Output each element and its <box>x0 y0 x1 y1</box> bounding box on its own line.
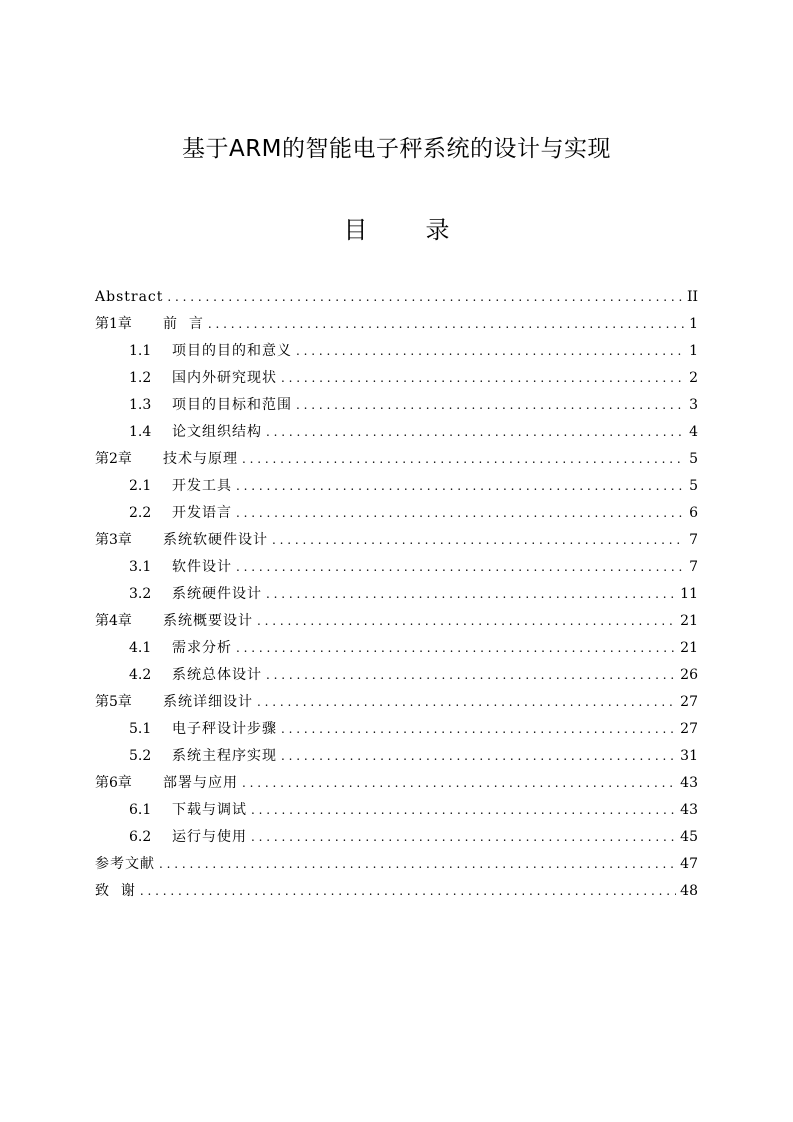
toc-entry-number: 2.1 <box>129 478 152 494</box>
toc-entry[interactable] <box>95 824 698 851</box>
toc-dot-leader <box>242 446 685 473</box>
toc-dot-leader <box>251 797 676 824</box>
toc-dot-leader <box>257 689 676 716</box>
toc-entry[interactable] <box>95 419 698 446</box>
toc-entry-label: 系统总体设计 <box>172 667 262 683</box>
toc-entry-page: 1 <box>689 343 698 359</box>
toc-dot-leader <box>281 743 676 770</box>
toc-entry-page: 7 <box>689 559 698 575</box>
toc-entry-label: 项目的目的和意义 <box>172 343 292 359</box>
toc-entry[interactable] <box>95 311 698 338</box>
toc-entry-label: 项目的目标和范围 <box>172 397 292 413</box>
toc-dot-leader <box>167 284 683 311</box>
document-title: 基于ARM的智能电子秤系统的设计与实现 <box>181 136 612 162</box>
toc-entry-label: 软件设计 <box>172 559 232 575</box>
toc-entry-label: 运行与使用 <box>172 829 247 845</box>
toc-dot-leader <box>266 419 685 446</box>
toc-entry-label: 参考文献 <box>95 856 155 872</box>
toc-entry[interactable] <box>95 770 698 797</box>
toc-entry[interactable] <box>95 635 698 662</box>
toc-entry-label: 部署与应用 <box>163 775 238 791</box>
toc-entry-number: 4.2 <box>129 667 152 683</box>
toc-dot-leader <box>208 311 685 338</box>
toc-entry-label: 致 谢 <box>95 883 136 899</box>
toc-entry[interactable] <box>95 743 698 770</box>
toc-entry-number: 第2章 <box>95 451 132 467</box>
toc-entry-page: 7 <box>689 532 698 548</box>
toc-entry-page: 21 <box>680 640 698 656</box>
toc-entry[interactable] <box>95 338 698 365</box>
toc-entry-label: 论文组织结构 <box>172 424 262 440</box>
toc-entry[interactable] <box>95 554 698 581</box>
toc-entry-page: 6 <box>689 505 698 521</box>
toc-dot-leader <box>236 500 685 527</box>
toc-entry-label: 开发语言 <box>172 505 232 521</box>
toc-dot-leader <box>236 554 685 581</box>
toc-entry-number: 第1章 <box>95 316 132 332</box>
toc-entry-page: 47 <box>680 856 698 872</box>
toc-entry-page: 1 <box>689 316 698 332</box>
toc-entry[interactable] <box>95 581 698 608</box>
toc-dot-leader <box>236 473 685 500</box>
toc-entry-number: 4.1 <box>129 640 152 656</box>
toc-dot-leader <box>236 635 676 662</box>
toc-entry-number: 1.1 <box>129 343 152 359</box>
toc-entry-number: 第3章 <box>95 532 132 548</box>
toc-entry-number: 6.1 <box>129 802 152 818</box>
toc-entry-number: 1.4 <box>129 424 152 440</box>
toc-entry-number: 3.1 <box>129 559 152 575</box>
toc-entry-label: 系统硬件设计 <box>172 586 262 602</box>
toc-entry-page: 26 <box>680 667 698 683</box>
toc-entry[interactable] <box>95 473 698 500</box>
toc-entry-label: 系统主程序实现 <box>172 748 277 764</box>
toc-entry-label: 技术与原理 <box>163 451 238 467</box>
toc-entry[interactable] <box>95 689 698 716</box>
toc-dot-leader <box>281 365 685 392</box>
toc-entry-label: Abstract <box>95 289 164 305</box>
toc-entry-page: 3 <box>689 397 698 413</box>
toc-entry-page: 45 <box>680 829 698 845</box>
toc-entry-label: 系统软硬件设计 <box>163 532 268 548</box>
toc-dot-leader <box>296 392 685 419</box>
toc-dot-leader <box>140 878 676 905</box>
toc-entry[interactable] <box>95 446 698 473</box>
toc-entry[interactable] <box>95 365 698 392</box>
toc-dot-leader <box>159 851 676 878</box>
toc-entry[interactable] <box>95 608 698 635</box>
toc-entry-label: 下载与调试 <box>172 802 247 818</box>
toc-entry-page: II <box>686 289 698 305</box>
toc-entry-page: 43 <box>680 802 698 818</box>
toc-dot-leader <box>266 581 676 608</box>
toc-entry-label: 需求分析 <box>172 640 232 656</box>
toc-entry-page: 5 <box>689 451 698 467</box>
toc-entry-number: 3.2 <box>129 586 152 602</box>
toc-entry-page: 48 <box>680 883 698 899</box>
toc-entry[interactable] <box>95 527 698 554</box>
toc-entry-page: 11 <box>680 586 698 602</box>
toc-dot-leader <box>257 608 676 635</box>
toc-entry[interactable] <box>95 716 698 743</box>
toc-dot-leader <box>281 716 676 743</box>
toc-entry-page: 2 <box>689 370 698 386</box>
toc-entry[interactable] <box>95 284 698 311</box>
toc-entry-number: 第6章 <box>95 775 132 791</box>
toc-entry-label: 前 言 <box>163 316 204 332</box>
toc-dot-leader <box>296 338 685 365</box>
toc-entry-page: 43 <box>680 775 698 791</box>
toc-entry-page: 21 <box>680 613 698 629</box>
toc-entry-number: 5.1 <box>129 721 152 737</box>
toc-entry-label: 国内外研究现状 <box>172 370 277 386</box>
toc-entry[interactable] <box>95 392 698 419</box>
toc-dot-leader <box>272 527 685 554</box>
toc-entry-label: 开发工具 <box>172 478 232 494</box>
toc-entry-page: 27 <box>680 721 698 737</box>
toc-entry[interactable] <box>95 851 698 878</box>
table-of-contents <box>95 284 698 905</box>
toc-entry-number: 6.2 <box>129 829 152 845</box>
toc-entry[interactable] <box>95 878 698 905</box>
toc-entry-label: 系统详细设计 <box>163 694 253 710</box>
toc-entry-number: 5.2 <box>129 748 152 764</box>
toc-entry-page: 5 <box>689 478 698 494</box>
toc-entry-page: 31 <box>680 748 698 764</box>
toc-entry-number: 1.2 <box>129 370 152 386</box>
toc-entry[interactable] <box>95 500 698 527</box>
toc-entry-label: 电子秤设计步骤 <box>172 721 277 737</box>
toc-entry[interactable] <box>95 662 698 689</box>
toc-dot-leader <box>251 824 676 851</box>
toc-entry-page: 4 <box>689 424 698 440</box>
toc-entry-number: 第4章 <box>95 613 132 629</box>
toc-entry-number: 2.2 <box>129 505 152 521</box>
toc-heading: 目录 <box>343 216 508 244</box>
toc-dot-leader <box>242 770 676 797</box>
toc-entry-label: 系统概要设计 <box>163 613 253 629</box>
toc-entry-page: 27 <box>680 694 698 710</box>
toc-entry[interactable] <box>95 797 698 824</box>
toc-entry-number: 1.3 <box>129 397 152 413</box>
toc-dot-leader <box>266 662 676 689</box>
toc-entry-number: 第5章 <box>95 694 132 710</box>
